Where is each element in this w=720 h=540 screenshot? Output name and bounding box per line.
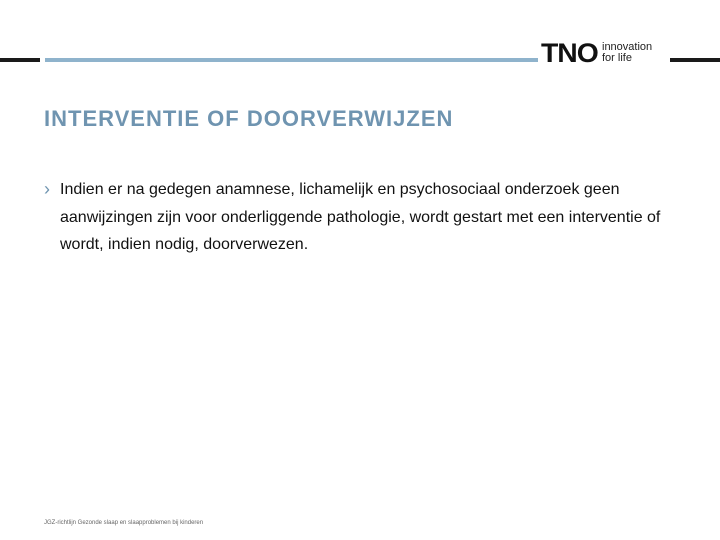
header-bar-left — [0, 58, 40, 62]
chevron-right-icon: › — [44, 179, 50, 199]
logo-tagline-line-1: innovation — [602, 41, 653, 53]
header-bar-accent — [45, 58, 538, 62]
slide-title: INTERVENTIE OF DOORVERWIJZEN — [44, 106, 454, 131]
tno-logo — [541, 40, 652, 66]
bullet-list — [44, 176, 694, 259]
bullet-text: Indien er na gedegen anamnese, lichamelijk en psychosociaal onderzoek geen aanwijzingen zijn voor onderliggende pathologie, wordt gestart met een interventie of wordt, indien nodig, doorverwezen. — [60, 181, 661, 253]
logo-tagline — [602, 42, 652, 64]
logo-tagline-line-2: for life — [602, 52, 632, 64]
header-bar-right — [670, 58, 720, 62]
footer-source: JGZ-richtlijn Gezonde slaap en slaapproblemen bij kinderen — [44, 520, 204, 526]
bullet-item — [44, 176, 694, 259]
logo-mark: TNO — [541, 38, 598, 68]
